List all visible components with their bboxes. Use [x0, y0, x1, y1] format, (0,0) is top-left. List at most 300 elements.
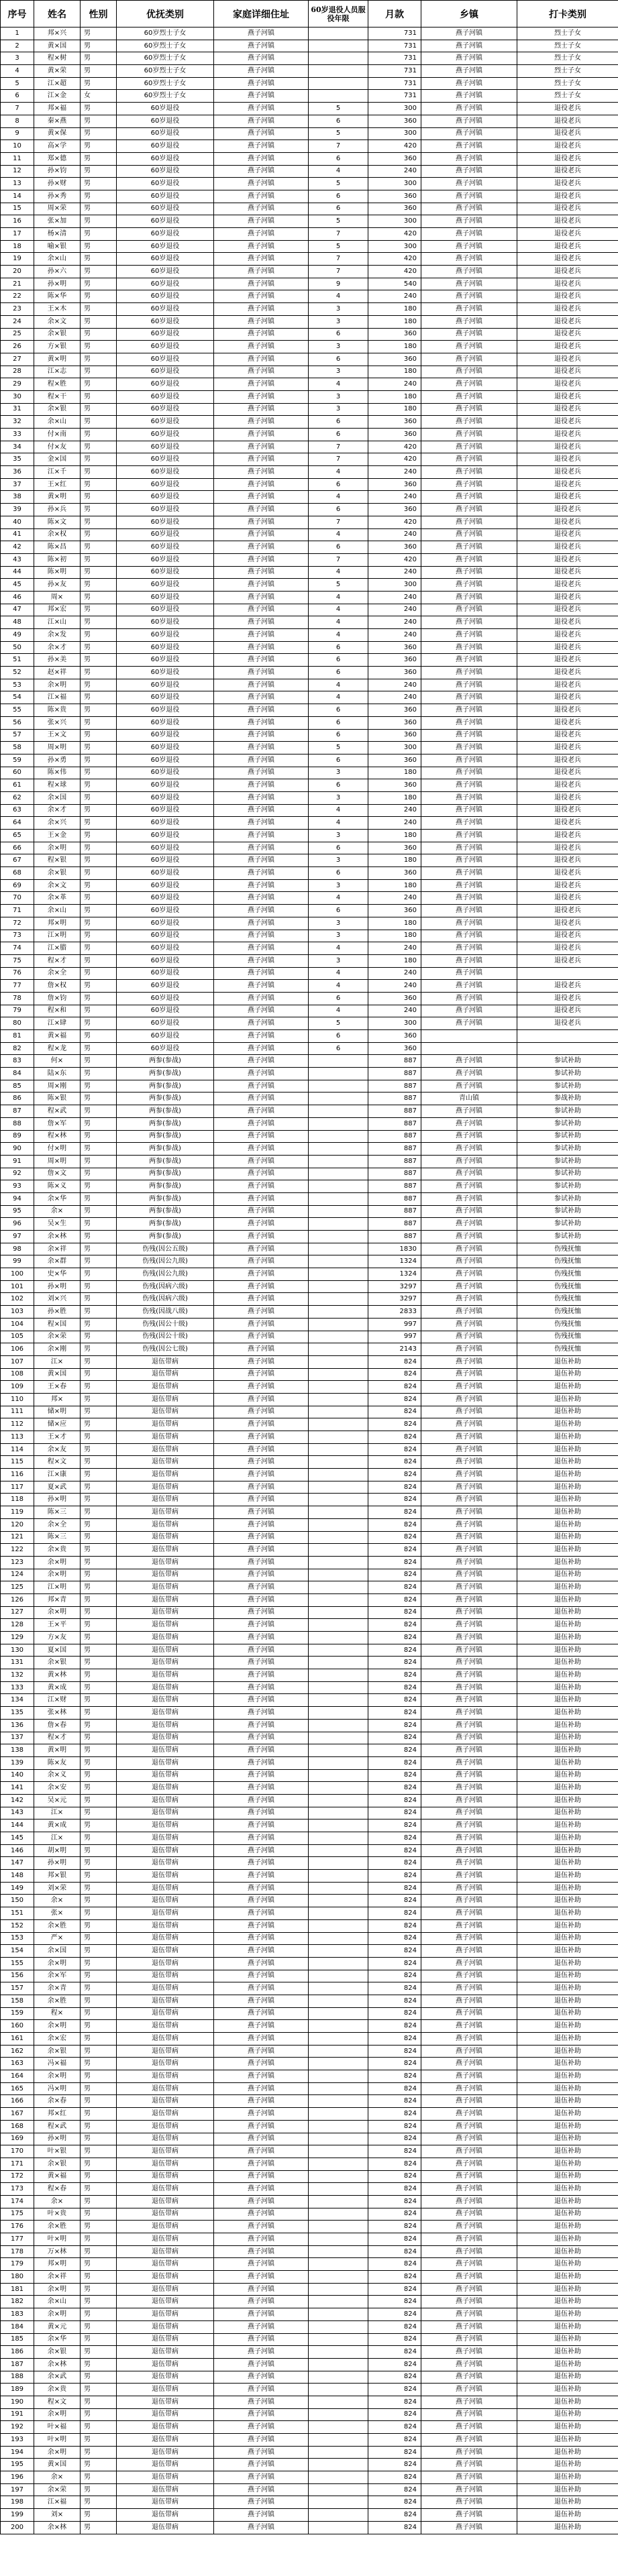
cell-town: 燕子河镇 [421, 2045, 517, 2058]
cell-town: 燕子河镇 [421, 2320, 517, 2333]
cell-service-years [309, 1632, 368, 1644]
cell-seq: 147 [1, 1857, 34, 1870]
table-row [1, 2509, 618, 2522]
cell-town: 燕子河镇 [421, 315, 517, 328]
cell-seq: 48 [1, 616, 34, 629]
cell-town: 燕子河镇 [421, 215, 517, 228]
cell-sex: 男 [81, 1569, 117, 1581]
cell-sex: 男 [81, 566, 117, 579]
cell-category: 60岁退役 [117, 553, 214, 566]
cell-address: 燕子河镇 [214, 1393, 309, 1406]
cell-name: 程×树 [34, 52, 81, 65]
cell-seq: 194 [1, 2446, 34, 2459]
cell-name: 赵×祥 [34, 667, 81, 679]
cell-seq: 136 [1, 1719, 34, 1732]
cell-town: 燕子河镇 [421, 2095, 517, 2108]
cell-address: 燕子河镇 [214, 1231, 309, 1243]
cell-name: 张×兴 [34, 716, 81, 729]
cell-sex: 男 [81, 1331, 117, 1343]
cell-card-type: 退伍补助 [517, 2446, 618, 2459]
cell-monthly-amount: 824 [368, 1932, 421, 1945]
cell-seq: 178 [1, 2245, 34, 2258]
cell-sex: 男 [81, 2308, 117, 2321]
cell-card-type: 退役老兵 [517, 691, 618, 704]
cell-sex: 男 [81, 1443, 117, 1456]
cell-monthly-amount: 420 [368, 553, 421, 566]
cell-seq: 75 [1, 954, 34, 967]
cell-seq: 17 [1, 228, 34, 241]
cell-name: 邦×兴 [34, 27, 81, 40]
cell-card-type: 退役老兵 [517, 579, 618, 592]
cell-monthly-amount: 824 [368, 1431, 421, 1444]
cell-card-type: 退伍补助 [517, 1982, 618, 1995]
cell-sex: 男 [81, 704, 117, 717]
cell-card-type: 退役老兵 [517, 115, 618, 127]
cell-monthly-amount: 300 [368, 178, 421, 190]
cell-monthly-amount: 887 [368, 1168, 421, 1180]
cell-seq: 43 [1, 553, 34, 566]
cell-town: 燕子河镇 [421, 2058, 517, 2070]
cell-address: 燕子河镇 [214, 1155, 309, 1168]
cell-service-years [309, 1995, 368, 2007]
cell-category: 退伍带病 [117, 1819, 214, 1832]
cell-town: 燕子河镇 [421, 1619, 517, 1632]
cell-address: 燕子河镇 [214, 1882, 309, 1895]
cell-name: 程×武 [34, 1105, 81, 1118]
cell-name: 江×福 [34, 2496, 81, 2509]
cell-monthly-amount: 360 [368, 478, 421, 491]
cell-service-years [309, 1518, 368, 1531]
cell-service-years: 3 [309, 879, 368, 892]
cell-service-years [309, 77, 368, 90]
cell-category: 伤残(因公九级) [117, 1255, 214, 1268]
cell-town: 燕子河镇 [421, 2007, 517, 2020]
table-row [1, 2521, 618, 2534]
cell-monthly-amount: 824 [368, 1694, 421, 1707]
cell-seq: 175 [1, 2208, 34, 2221]
cell-service-years [309, 2509, 368, 2522]
cell-name: 陈×伟 [34, 767, 81, 779]
cell-card-type: 退役老兵 [517, 729, 618, 742]
cell-service-years [309, 2108, 368, 2121]
table-row [1, 2120, 618, 2133]
cell-address: 燕子河镇 [214, 1105, 309, 1118]
cell-sex: 男 [81, 954, 117, 967]
cell-seq: 123 [1, 1556, 34, 1569]
cell-name: 邦×红 [34, 2108, 81, 2121]
cell-town: 燕子河镇 [421, 441, 517, 453]
cell-name: 黄×林 [34, 1669, 81, 1682]
cell-name: 江× [34, 1355, 81, 1368]
cell-monthly-amount: 300 [368, 240, 421, 253]
cell-service-years [309, 2233, 368, 2246]
cell-monthly-amount: 420 [368, 516, 421, 528]
cell-card-type: 退伍补助 [517, 1669, 618, 1682]
cell-monthly-amount: 240 [368, 679, 421, 691]
cell-monthly-amount: 824 [368, 1995, 421, 2007]
cell-card-type: 退伍补助 [517, 2271, 618, 2284]
table-row [1, 817, 618, 830]
cell-category: 两参(参战) [117, 1130, 214, 1143]
table-row [1, 1657, 618, 1669]
cell-service-years [309, 1531, 368, 1544]
cell-seq: 159 [1, 2007, 34, 2020]
cell-service-years [309, 2434, 368, 2447]
table-row [1, 1080, 618, 1093]
cell-address: 燕子河镇 [214, 1919, 309, 1932]
cell-town: 燕子河镇 [421, 366, 517, 378]
cell-address: 燕子河镇 [214, 591, 309, 604]
cell-address: 燕子河镇 [214, 504, 309, 516]
cell-address: 燕子河镇 [214, 353, 309, 366]
cell-category: 退伍带病 [117, 2521, 214, 2534]
table-row [1, 704, 618, 717]
cell-address: 燕子河镇 [214, 553, 309, 566]
cell-category: 退伍带病 [117, 1732, 214, 1744]
cell-card-type: 退伍补助 [517, 2158, 618, 2170]
cell-category: 60岁退役 [117, 579, 214, 592]
cell-town: 燕子河镇 [421, 1669, 517, 1682]
cell-category: 退伍带病 [117, 2434, 214, 2447]
cell-card-type: 退伍补助 [517, 1606, 618, 1619]
cell-sex: 男 [81, 290, 117, 303]
cell-category: 退伍带病 [117, 1393, 214, 1406]
cell-category: 退伍带病 [117, 1970, 214, 1982]
cell-town: 青山镇 [421, 1093, 517, 1105]
cell-name: 江×山 [34, 616, 81, 629]
cell-address: 燕子河镇 [214, 1205, 309, 1218]
cell-service-years [309, 1857, 368, 1870]
cell-service-years: 3 [309, 791, 368, 804]
cell-monthly-amount: 824 [368, 2509, 421, 2522]
cell-sex: 男 [81, 2258, 117, 2271]
table-row [1, 842, 618, 854]
cell-category: 退伍带病 [117, 2421, 214, 2434]
cell-address: 燕子河镇 [214, 1606, 309, 1619]
cell-name: 黄×保 [34, 127, 81, 140]
cell-sex: 男 [81, 2320, 117, 2333]
cell-card-type: 退伍补助 [517, 1744, 618, 1757]
cell-card-type: 参战补助 [517, 1093, 618, 1105]
table-row [1, 1406, 618, 1418]
cell-seq: 58 [1, 742, 34, 754]
table-row [1, 2245, 618, 2258]
cell-card-type: 参试补助 [517, 1068, 618, 1080]
cell-address: 燕子河镇 [214, 1719, 309, 1732]
cell-card-type: 退役老兵 [517, 604, 618, 616]
cell-category: 退伍带病 [117, 1870, 214, 1883]
cell-address: 燕子河镇 [214, 1895, 309, 1907]
cell-service-years [309, 2521, 368, 2534]
cell-card-type: 退伍补助 [517, 1644, 618, 1657]
cell-name: 余×义 [34, 1769, 81, 1782]
cell-name: 余×发 [34, 629, 81, 642]
cell-service-years [309, 2320, 368, 2333]
cell-category: 两参(参战) [117, 1231, 214, 1243]
cell-monthly-amount: 180 [368, 390, 421, 403]
table-row [1, 1945, 618, 1958]
cell-name: 余×明 [34, 2446, 81, 2459]
cell-sex: 男 [81, 2346, 117, 2359]
cell-seq: 143 [1, 1807, 34, 1819]
cell-card-type: 退役老兵 [517, 629, 618, 642]
cell-address: 燕子河镇 [214, 879, 309, 892]
cell-name: 黄×荣 [34, 65, 81, 78]
cell-sex: 男 [81, 240, 117, 253]
cell-address: 燕子河镇 [214, 2120, 309, 2133]
cell-category: 退伍带病 [117, 1418, 214, 1431]
cell-name: 余×祥 [34, 2271, 81, 2284]
cell-seq: 141 [1, 1782, 34, 1795]
table-row [1, 1556, 618, 1569]
cell-seq: 166 [1, 2095, 34, 2108]
cell-address: 燕子河镇 [214, 1418, 309, 1431]
cell-name: 余×全 [34, 1518, 81, 1531]
cell-town: 燕子河镇 [421, 1544, 517, 1557]
cell-category: 退伍带病 [117, 2095, 214, 2108]
cell-monthly-amount: 824 [368, 2333, 421, 2346]
cell-card-type: 退伍补助 [517, 1857, 618, 1870]
table-row [1, 1518, 618, 1531]
cell-monthly-amount: 824 [368, 1732, 421, 1744]
cell-category: 60岁退役 [117, 103, 214, 115]
cell-category: 退伍带病 [117, 1368, 214, 1381]
cell-address: 燕子河镇 [214, 1544, 309, 1557]
cell-service-years: 7 [309, 441, 368, 453]
table-row [1, 290, 618, 303]
cell-name: 孙×友 [34, 579, 81, 592]
cell-address: 燕子河镇 [214, 2483, 309, 2496]
cell-address: 燕子河镇 [214, 616, 309, 629]
table-row [1, 429, 618, 441]
cell-sex: 男 [81, 2133, 117, 2145]
cell-card-type: 退役老兵 [517, 341, 618, 353]
cell-name: 张× [34, 1907, 81, 1920]
table-row [1, 767, 618, 779]
table-row [1, 1331, 618, 1343]
cell-town: 燕子河镇 [421, 1895, 517, 1907]
table-row [1, 115, 618, 127]
cell-address: 燕子河镇 [214, 2020, 309, 2033]
cell-monthly-amount: 240 [368, 466, 421, 479]
cell-town: 燕子河镇 [421, 980, 517, 993]
cell-seq: 24 [1, 315, 34, 328]
cell-town: 燕子河镇 [421, 1255, 517, 1268]
cell-monthly-amount: 180 [368, 341, 421, 353]
cell-town: 燕子河镇 [421, 629, 517, 642]
cell-sex: 男 [81, 1343, 117, 1356]
cell-monthly-amount: 824 [368, 1418, 421, 1431]
cell-sex: 男 [81, 1231, 117, 1243]
cell-address: 燕子河镇 [214, 1192, 309, 1205]
cell-monthly-amount: 824 [368, 1907, 421, 1920]
cell-seq: 192 [1, 2421, 34, 2434]
cell-town: 燕子河镇 [421, 1168, 517, 1180]
cell-sex: 男 [81, 641, 117, 654]
cell-town: 燕子河镇 [421, 115, 517, 127]
cell-sex: 男 [81, 403, 117, 416]
cell-card-type: 参试补助 [517, 1130, 618, 1143]
cell-town: 燕子河镇 [421, 1443, 517, 1456]
table-row [1, 2496, 618, 2509]
table-row [1, 1681, 618, 1694]
cell-service-years [309, 1443, 368, 1456]
table-row [1, 1494, 618, 1506]
cell-sex: 男 [81, 591, 117, 604]
cell-town: 燕子河镇 [421, 2396, 517, 2408]
table-row [1, 2446, 618, 2459]
cell-address: 燕子河镇 [214, 629, 309, 642]
cell-sex: 男 [81, 1243, 117, 1255]
cell-town: 燕子河镇 [421, 2020, 517, 2033]
cell-town: 燕子河镇 [421, 2108, 517, 2121]
cell-sex: 男 [81, 1644, 117, 1657]
cell-category: 退伍带病 [117, 2358, 214, 2371]
cell-address: 燕子河镇 [214, 992, 309, 1005]
cell-town: 燕子河镇 [421, 1355, 517, 1368]
cell-category: 60岁退役 [117, 679, 214, 691]
cell-monthly-amount: 824 [368, 1807, 421, 1819]
table-row [1, 1105, 618, 1118]
table-row [1, 491, 618, 504]
cell-category: 退伍带病 [117, 2308, 214, 2321]
cell-seq: 188 [1, 2371, 34, 2384]
cell-card-type: 退役老兵 [517, 353, 618, 366]
cell-sex: 男 [81, 2271, 117, 2284]
cell-sex: 男 [81, 942, 117, 955]
cell-service-years: 4 [309, 165, 368, 178]
cell-address: 燕子河镇 [214, 854, 309, 867]
cell-sex: 男 [81, 441, 117, 453]
cell-service-years [309, 2245, 368, 2258]
cell-card-type: 退役老兵 [517, 190, 618, 203]
cell-address: 燕子河镇 [214, 1068, 309, 1080]
cell-sex: 男 [81, 2371, 117, 2384]
cell-seq: 154 [1, 1945, 34, 1958]
cell-category: 退伍带病 [117, 1469, 214, 1481]
cell-seq: 91 [1, 1155, 34, 1168]
cell-card-type: 烈士子女 [517, 65, 618, 78]
cell-address: 燕子河镇 [214, 366, 309, 378]
cell-service-years [309, 1832, 368, 1845]
cell-seq: 59 [1, 754, 34, 767]
cell-sex: 男 [81, 1192, 117, 1205]
cell-address: 燕子河镇 [214, 1318, 309, 1331]
cell-name: 孙×六 [34, 266, 81, 278]
cell-category: 退伍带病 [117, 2183, 214, 2196]
cell-name: 余×银 [34, 1657, 81, 1669]
cell-monthly-amount: 824 [368, 1782, 421, 1795]
cell-service-years: 6 [309, 716, 368, 729]
cell-category: 60岁退役 [117, 742, 214, 754]
cell-name: 王×才 [34, 1431, 81, 1444]
cell-sex: 男 [81, 742, 117, 754]
table-row [1, 892, 618, 905]
cell-sex: 男 [81, 140, 117, 153]
cell-town: 燕子河镇 [421, 1644, 517, 1657]
cell-town: 燕子河镇 [421, 1506, 517, 1519]
cell-card-type: 退役老兵 [517, 842, 618, 854]
table-row [1, 127, 618, 140]
cell-address: 燕子河镇 [214, 190, 309, 203]
cell-town: 燕子河镇 [421, 1143, 517, 1156]
cell-monthly-amount: 824 [368, 1632, 421, 1644]
cell-address: 燕子河镇 [214, 2296, 309, 2308]
cell-town: 燕子河镇 [421, 1306, 517, 1319]
cell-monthly-amount: 240 [368, 967, 421, 980]
cell-sex: 男 [81, 905, 117, 917]
cell-sex: 男 [81, 2033, 117, 2046]
cell-address: 燕子河镇 [214, 2496, 309, 2509]
table-row [1, 190, 618, 203]
cell-card-type: 退役老兵 [517, 867, 618, 880]
cell-category: 退伍带病 [117, 2233, 214, 2246]
cell-seq: 179 [1, 2258, 34, 2271]
cell-sex: 男 [81, 1205, 117, 1218]
cell-address: 燕子河镇 [214, 65, 309, 78]
cell-seq: 195 [1, 2459, 34, 2471]
cell-name: 陈×三 [34, 1531, 81, 1544]
table-row [1, 641, 618, 654]
cell-monthly-amount: 824 [368, 2058, 421, 2070]
cell-monthly-amount: 824 [368, 2396, 421, 2408]
cell-seq: 114 [1, 1443, 34, 1456]
cell-seq: 89 [1, 1130, 34, 1143]
cell-service-years: 5 [309, 127, 368, 140]
cell-service-years [309, 1769, 368, 1782]
cell-service-years: 5 [309, 240, 368, 253]
cell-name: 陈×贵 [34, 704, 81, 717]
cell-sex: 男 [81, 1694, 117, 1707]
cell-service-years [309, 1707, 368, 1720]
cell-seq: 97 [1, 1231, 34, 1243]
cell-category: 退伍带病 [117, 2408, 214, 2421]
cell-category: 60岁退役 [117, 791, 214, 804]
cell-name: 叶×明 [34, 2434, 81, 2447]
cell-category: 伤残(因战八级) [117, 1306, 214, 1319]
cell-address: 燕子河镇 [214, 127, 309, 140]
cell-service-years [309, 2408, 368, 2421]
cell-sex: 男 [81, 2183, 117, 2196]
cell-category: 60岁退役 [117, 654, 214, 667]
cell-town: 燕子河镇 [421, 190, 517, 203]
table-row [1, 378, 618, 391]
cell-category: 退伍带病 [117, 1844, 214, 1857]
cell-monthly-amount: 824 [368, 2245, 421, 2258]
header-seq: 序号 [1, 1, 34, 27]
table-row [1, 466, 618, 479]
table-row [1, 667, 618, 679]
header-town: 乡镇 [421, 1, 517, 27]
cell-sex: 男 [81, 27, 117, 40]
cell-seq: 107 [1, 1355, 34, 1368]
cell-seq: 103 [1, 1306, 34, 1319]
cell-name: 陈×银 [34, 1093, 81, 1105]
cell-seq: 126 [1, 1593, 34, 1606]
table-row [1, 2296, 618, 2308]
cell-address: 燕子河镇 [214, 215, 309, 228]
cell-seq: 157 [1, 1982, 34, 1995]
cell-sex: 男 [81, 165, 117, 178]
cell-monthly-amount: 180 [368, 917, 421, 930]
cell-seq: 181 [1, 2283, 34, 2296]
cell-card-type: 参试补助 [517, 1117, 618, 1130]
cell-service-years [309, 1293, 368, 1306]
table-row [1, 1569, 618, 1581]
cell-town: 燕子河镇 [421, 40, 517, 52]
cell-name: 孙×钧 [34, 165, 81, 178]
cell-address: 燕子河镇 [214, 679, 309, 691]
